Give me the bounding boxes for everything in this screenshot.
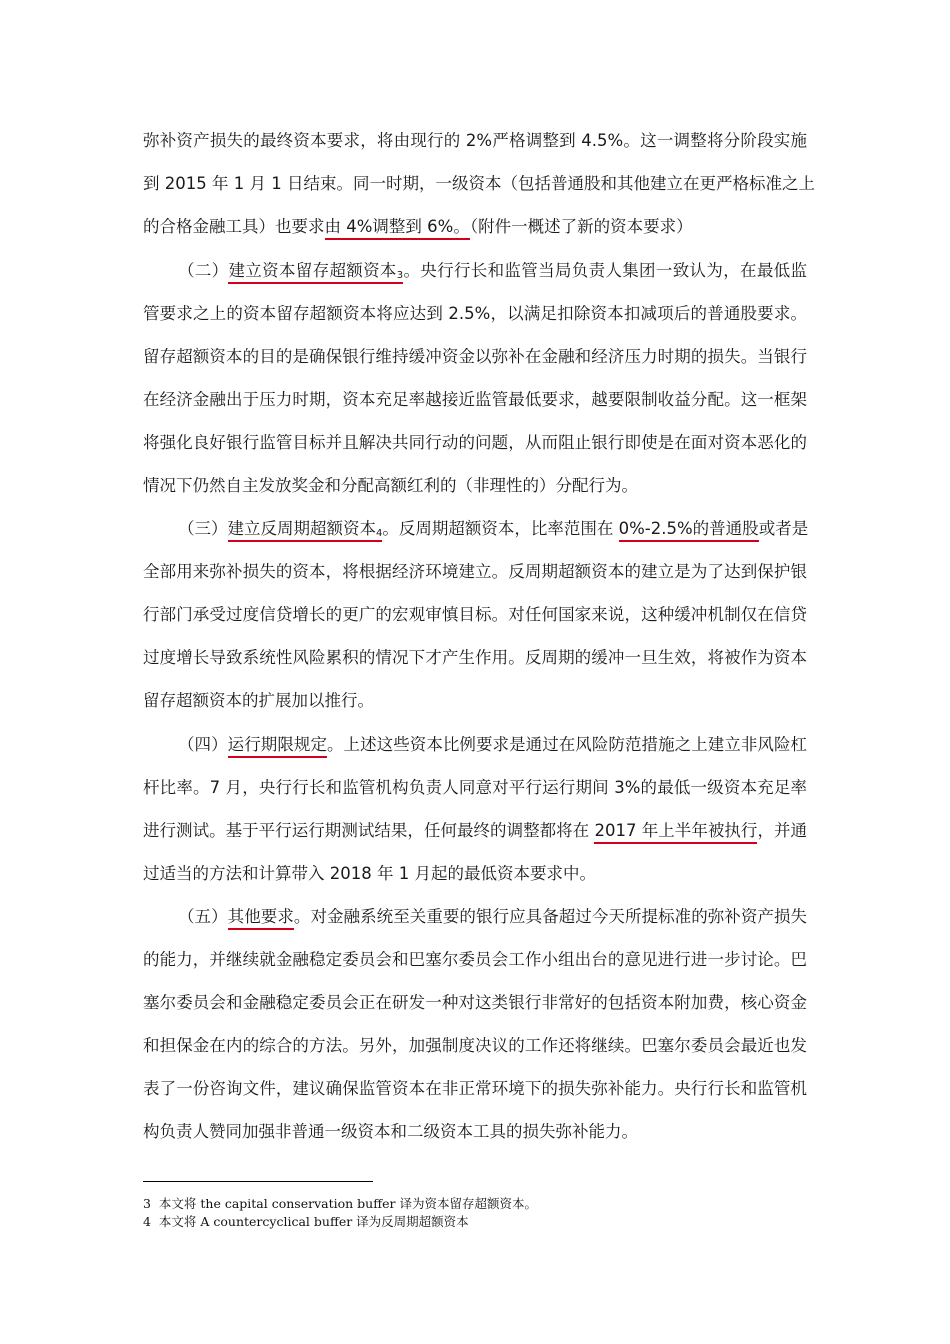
body-line: 过适当的方法和计算带入 2018 年 1 月起的最低资本要求中。 (143, 864, 596, 883)
highlight-underline: 0%-2.5%的普通股 (619, 519, 759, 542)
body-line: 和担保金在内的综合的方法。另外，加强制度决议的工作还将继续。巴塞尔委员会最近也发 (143, 1036, 807, 1055)
footnote-text: 本文将 A countercyclical buffer 译为反周期超额资本 (158, 1214, 469, 1229)
body-line: 的能力，并继续就金融稳定委员会和巴塞尔委员会工作小组出台的意见进行进一步讨论。巴 (143, 950, 807, 969)
footnote-text: 本文将 the capital conservation buffer 译为资本留存超额资本。 (158, 1196, 537, 1211)
body-line: 全部用来弥补损失的资本，将根据经济环境建立。反周期超额资本的建立是为了达到保护银 (143, 562, 807, 581)
body-line: 杆比率。7 月，央行行长和监管机构负责人同意对平行运行期间 3%的最低一级资本充足率 (143, 778, 807, 797)
body-line: 行部门承受过度信贷增长的更广的宏观审慎目标。对任何国家来说，这种缓冲机制仅在信贷 (143, 605, 807, 624)
section-heading-line: （四）运行期限规定。上述这些资本比例要求是通过在风险防范措施之上建立非风险杠 (178, 735, 807, 755)
body-line: 留存超额资本的目的是确保银行维持缓冲资金以弥补在金融和经济压力时期的损失。当银行 (143, 347, 807, 366)
body-line: 将强化良好银行监管目标并且解决共同行动的问题，从而阻止银行即使是在面对资本恶化的 (143, 433, 807, 452)
footnote-number: 3 (143, 1196, 151, 1211)
body-line: 弥补资产损失的最终资本要求，将由现行的 2%严格调整到 4.5%。这一调整将分阶段实施 (143, 131, 807, 150)
footnote-number: 4 (143, 1214, 151, 1229)
body-line: 进行测试。基于平行运行期测试结果，任何最终的调整都将在 2017 年上半年被执行，并通 (143, 821, 807, 841)
body-line: 的合格金融工具）也要求由 4%调整到 6%。（附件一概述了新的资本要求） (143, 217, 807, 237)
body-line: 构负责人赞同加强非普通一级资本和二级资本工具的损失弥补能力。 (143, 1122, 638, 1141)
section-title-countercyclical: 建立反周期超额资本$_4$ (228, 519, 383, 542)
body-line: 留存超额资本的扩展加以推行。 (143, 691, 374, 710)
footnote-3 (143, 1196, 537, 1211)
footnote-ref: 4 (376, 528, 383, 539)
section-title-operation-period: 运行期限规定 (228, 735, 327, 758)
footnote-separator (143, 1181, 373, 1182)
highlight-underline: 由 4%调整到 6%。 (325, 217, 470, 240)
body-line: 塞尔委员会和金融稳定委员会正在研发一种对这类银行非常好的包括资本附加费，核心资金 (143, 993, 807, 1012)
footnote-4 (143, 1214, 469, 1229)
body-line: 管要求之上的资本留存超额资本将应达到 2.5%，以满足扣除资本扣减项后的普通股要求。 (143, 304, 807, 323)
footnote-ref: 3 (396, 270, 404, 281)
body-line: 在经济金融出于压力时期，资本充足率越接近监管最低要求，越要限制收益分配。这一框架 (143, 390, 807, 409)
highlight-underline: 2017 年上半年被执行 (594, 821, 757, 844)
section-heading-line: （五）其他要求。对金融系统至关重要的银行应具备超过今天所提标准的弥补资产损失 (178, 907, 807, 927)
body-line: 到 2015 年 1 月 1 日结束。同一时期，一级资本（包括普通股和其他建立在更严格标准之上 (143, 174, 815, 193)
section-heading-line: （二）建立资本留存超额资本$_3$。央行行长和监管当局负责人集团一致认为，在最低监 (178, 261, 807, 281)
section-title-capital-conservation: 建立资本留存超额资本$_3$ (228, 261, 403, 284)
body-line: 情况下仍然自主发放奖金和分配高额红利的（非理性的）分配行为。 (143, 476, 638, 495)
section-heading-line: （三）建立反周期超额资本$_4$。反周期超额资本，比率范围在 0%-2.5%的普通股或者是 (178, 519, 807, 539)
body-line: 过度增长导致系统性风险累积的情况下才产生作用。反周期的缓冲一旦生效，将被作为资本 (143, 648, 807, 667)
section-title-other-requirements: 其他要求 (228, 907, 294, 930)
body-line: 表了一份咨询文件，建议确保监管资本在非正常环境下的损失弥补能力。央行行长和监管机 (143, 1079, 807, 1098)
